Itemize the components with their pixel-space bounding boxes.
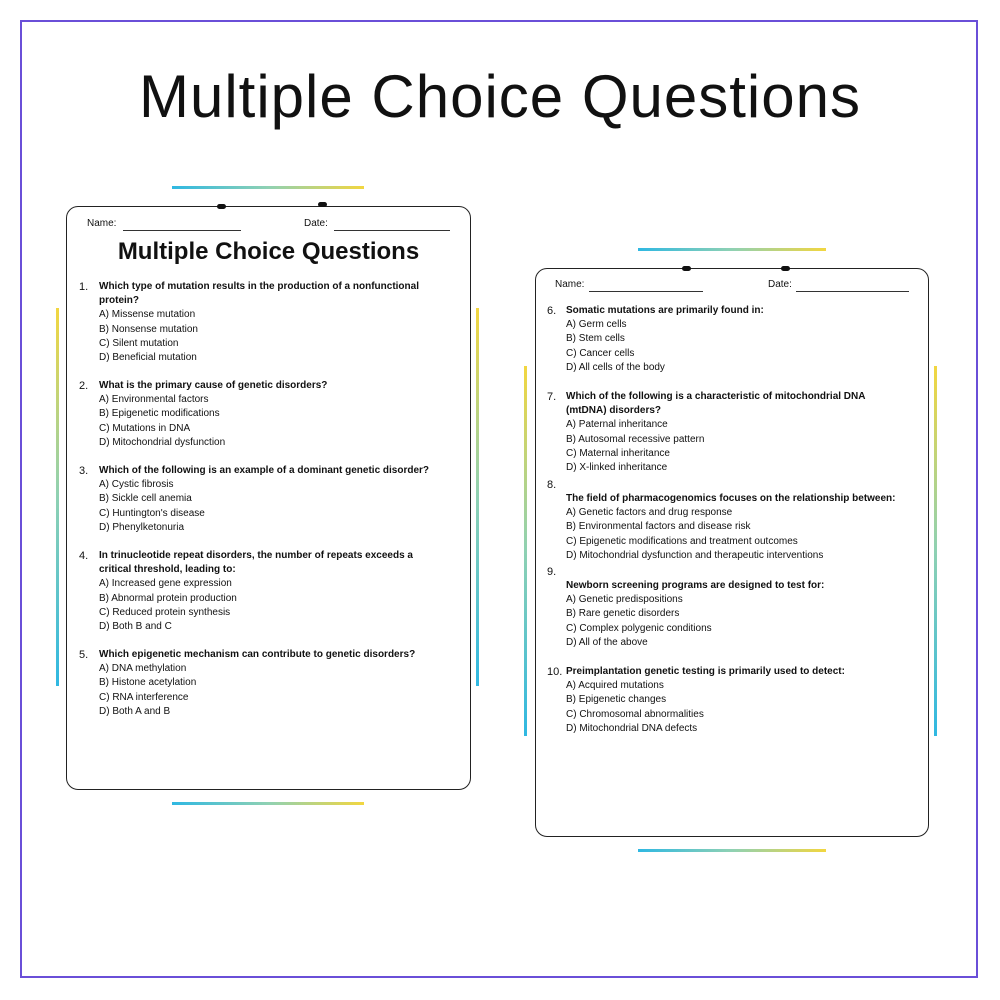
name-label: Name: bbox=[87, 218, 117, 229]
answer-option[interactable]: B) Nonsense mutation bbox=[99, 323, 198, 335]
answer-option[interactable]: A) Acquired mutations bbox=[566, 680, 664, 692]
question-number: 1. bbox=[79, 281, 89, 293]
answer-option[interactable]: A) Germ cells bbox=[566, 319, 627, 331]
answer-option[interactable]: C) Complex polygenic conditions bbox=[566, 622, 712, 634]
page-title: Multiple Choice Questions bbox=[138, 63, 861, 130]
name-line bbox=[123, 230, 241, 231]
question-text bbox=[99, 648, 415, 662]
answer-option[interactable]: A) Genetic factors and drug response bbox=[566, 507, 733, 519]
answer-option[interactable]: D) All cells of the body bbox=[566, 361, 665, 373]
question-text bbox=[566, 579, 824, 593]
answer-option[interactable]: C) Cancer cells bbox=[566, 347, 635, 359]
decor-bar-bottom-left bbox=[172, 802, 364, 805]
decor-bar-left-outer bbox=[56, 308, 59, 686]
name-field[interactable] bbox=[87, 218, 116, 229]
answer-options bbox=[99, 393, 225, 450]
binder-ring bbox=[682, 266, 691, 271]
binder-ring bbox=[217, 204, 226, 209]
decor-bar-right-outer bbox=[934, 366, 937, 736]
answer-option[interactable]: C) Maternal inheritance bbox=[566, 447, 670, 459]
answer-option[interactable]: C) RNA interference bbox=[99, 691, 189, 703]
answer-option[interactable]: C) Chromosomal abnormalities bbox=[566, 708, 704, 720]
answer-option[interactable]: C) Mutations in DNA bbox=[99, 422, 191, 434]
name-label: Name: bbox=[555, 279, 585, 290]
question-number: 6. bbox=[547, 305, 557, 317]
answer-option[interactable]: B) Abnormal protein production bbox=[99, 592, 237, 604]
answer-option[interactable]: C) Huntington's disease bbox=[99, 507, 205, 519]
worksheet-page-1 bbox=[66, 206, 471, 790]
question-text bbox=[566, 492, 896, 506]
question-number: 7. bbox=[547, 391, 557, 403]
question-text bbox=[99, 464, 429, 478]
answer-option[interactable]: D) Both A and B bbox=[99, 705, 171, 717]
question-text-line: Which of the following is a characteristic of mitochondrial DNA bbox=[566, 391, 866, 402]
answer-options bbox=[99, 577, 237, 634]
question-text-line: critical threshold, leading to: bbox=[99, 564, 236, 576]
question-text-line: protein? bbox=[99, 295, 139, 307]
date-field[interactable] bbox=[304, 218, 328, 229]
answer-option[interactable]: B) Rare genetic disorders bbox=[566, 608, 680, 620]
answer-option[interactable]: B) Stem cells bbox=[566, 333, 625, 345]
question-text bbox=[99, 379, 327, 393]
question-text-line: Which of the following is an example of a dominant genetic disorder? bbox=[99, 465, 430, 476]
decor-bar-right-inner bbox=[524, 366, 527, 736]
decor-bar-top-right bbox=[638, 248, 826, 251]
worksheet-page-2 bbox=[535, 268, 929, 837]
question-text bbox=[566, 665, 845, 679]
answer-option[interactable]: C) Reduced protein synthesis bbox=[99, 606, 231, 618]
decor-bar-bottom-right bbox=[638, 849, 826, 852]
question-text-line: In trinucleotide repeat disorders, the number of repeats exceeds a bbox=[99, 550, 413, 561]
question-text-line: Which epigenetic mechanism can contribute to genetic disorders? bbox=[99, 649, 416, 660]
question-text-line: The field of pharmacogenomics focuses on the relationship between: bbox=[566, 493, 896, 504]
question-text bbox=[99, 280, 419, 308]
date-label: Date: bbox=[768, 279, 792, 290]
question-text-line: Which type of mutation results in the production of a nonfunctional bbox=[99, 281, 419, 292]
question-number: 10. bbox=[547, 666, 563, 678]
answer-option[interactable]: A) Paternal inheritance bbox=[566, 419, 668, 431]
answer-options bbox=[566, 679, 704, 736]
answer-options bbox=[566, 418, 704, 475]
answer-option[interactable]: A) DNA methylation bbox=[99, 663, 187, 675]
answer-options bbox=[566, 593, 712, 650]
date-line bbox=[334, 230, 450, 231]
answer-options bbox=[99, 662, 196, 719]
answer-option[interactable]: A) Environmental factors bbox=[99, 394, 209, 406]
answer-options bbox=[99, 308, 198, 365]
question-text-line: (mtDNA) disorders? bbox=[566, 405, 662, 417]
answer-option[interactable]: D) Phenylketonuria bbox=[99, 521, 185, 533]
answer-option[interactable]: D) Mitochondrial dysfunction and therapeutic interventions bbox=[566, 549, 824, 561]
question-text bbox=[566, 390, 865, 418]
name-line bbox=[589, 291, 703, 292]
answer-option[interactable]: D) X-linked inheritance bbox=[566, 462, 668, 473]
question-number: 5. bbox=[79, 649, 89, 661]
question-number: 9. bbox=[547, 566, 557, 578]
answer-option[interactable]: D) Mitochondrial dysfunction bbox=[99, 436, 226, 448]
question-text-line: What is the primary cause of genetic disorders? bbox=[99, 380, 328, 391]
answer-options bbox=[566, 318, 665, 375]
decor-bar-left-inner bbox=[476, 308, 479, 686]
question-number: 8. bbox=[547, 479, 557, 491]
question-number: 2. bbox=[79, 380, 89, 392]
question-text-line: Newborn screening programs are designed to test for: bbox=[566, 580, 825, 591]
answer-option[interactable]: D) Mitochondrial DNA defects bbox=[566, 722, 698, 734]
answer-option[interactable]: D) Both B and C bbox=[99, 621, 172, 632]
name-field[interactable] bbox=[555, 279, 584, 290]
answer-option[interactable]: A) Cystic fibrosis bbox=[99, 479, 174, 491]
answer-option[interactable]: A) Missense mutation bbox=[99, 309, 196, 321]
answer-option[interactable]: C) Silent mutation bbox=[99, 337, 179, 349]
answer-option[interactable]: C) Epigenetic modifications and treatment outcomes bbox=[566, 535, 798, 547]
answer-option[interactable]: B) Histone acetylation bbox=[99, 677, 197, 689]
question-text-line: Somatic mutations are primarily found in: bbox=[566, 305, 764, 316]
answer-option[interactable]: D) All of the above bbox=[566, 636, 648, 648]
question-text bbox=[566, 304, 764, 318]
worksheet-title: Multiple Choice Questions bbox=[117, 238, 420, 265]
question-number: 3. bbox=[79, 465, 89, 477]
binder-ring bbox=[781, 266, 790, 271]
answer-option[interactable]: B) Epigenetic modifications bbox=[99, 408, 220, 420]
answer-option[interactable]: A) Increased gene expression bbox=[99, 578, 232, 590]
date-line bbox=[796, 291, 909, 292]
binder-ring bbox=[318, 202, 327, 207]
answer-option[interactable]: D) Beneficial mutation bbox=[99, 352, 197, 363]
date-field[interactable] bbox=[768, 279, 792, 290]
decor-bar-top-left bbox=[172, 186, 364, 189]
answer-option[interactable]: B) Epigenetic changes bbox=[566, 694, 667, 706]
answer-option[interactable]: B) Environmental factors and disease risk bbox=[566, 521, 751, 533]
answer-option[interactable]: B) Sickle cell anemia bbox=[99, 493, 192, 505]
answer-option[interactable]: B) Autosomal recessive pattern bbox=[566, 433, 705, 445]
question-number: 4. bbox=[79, 550, 89, 562]
answer-options bbox=[99, 478, 205, 535]
answer-options bbox=[566, 506, 823, 563]
question-text-line: Preimplantation genetic testing is primarily used to detect: bbox=[566, 666, 845, 677]
question-text bbox=[99, 549, 413, 577]
date-label: Date: bbox=[304, 218, 328, 229]
answer-option[interactable]: A) Genetic predispositions bbox=[566, 594, 683, 606]
